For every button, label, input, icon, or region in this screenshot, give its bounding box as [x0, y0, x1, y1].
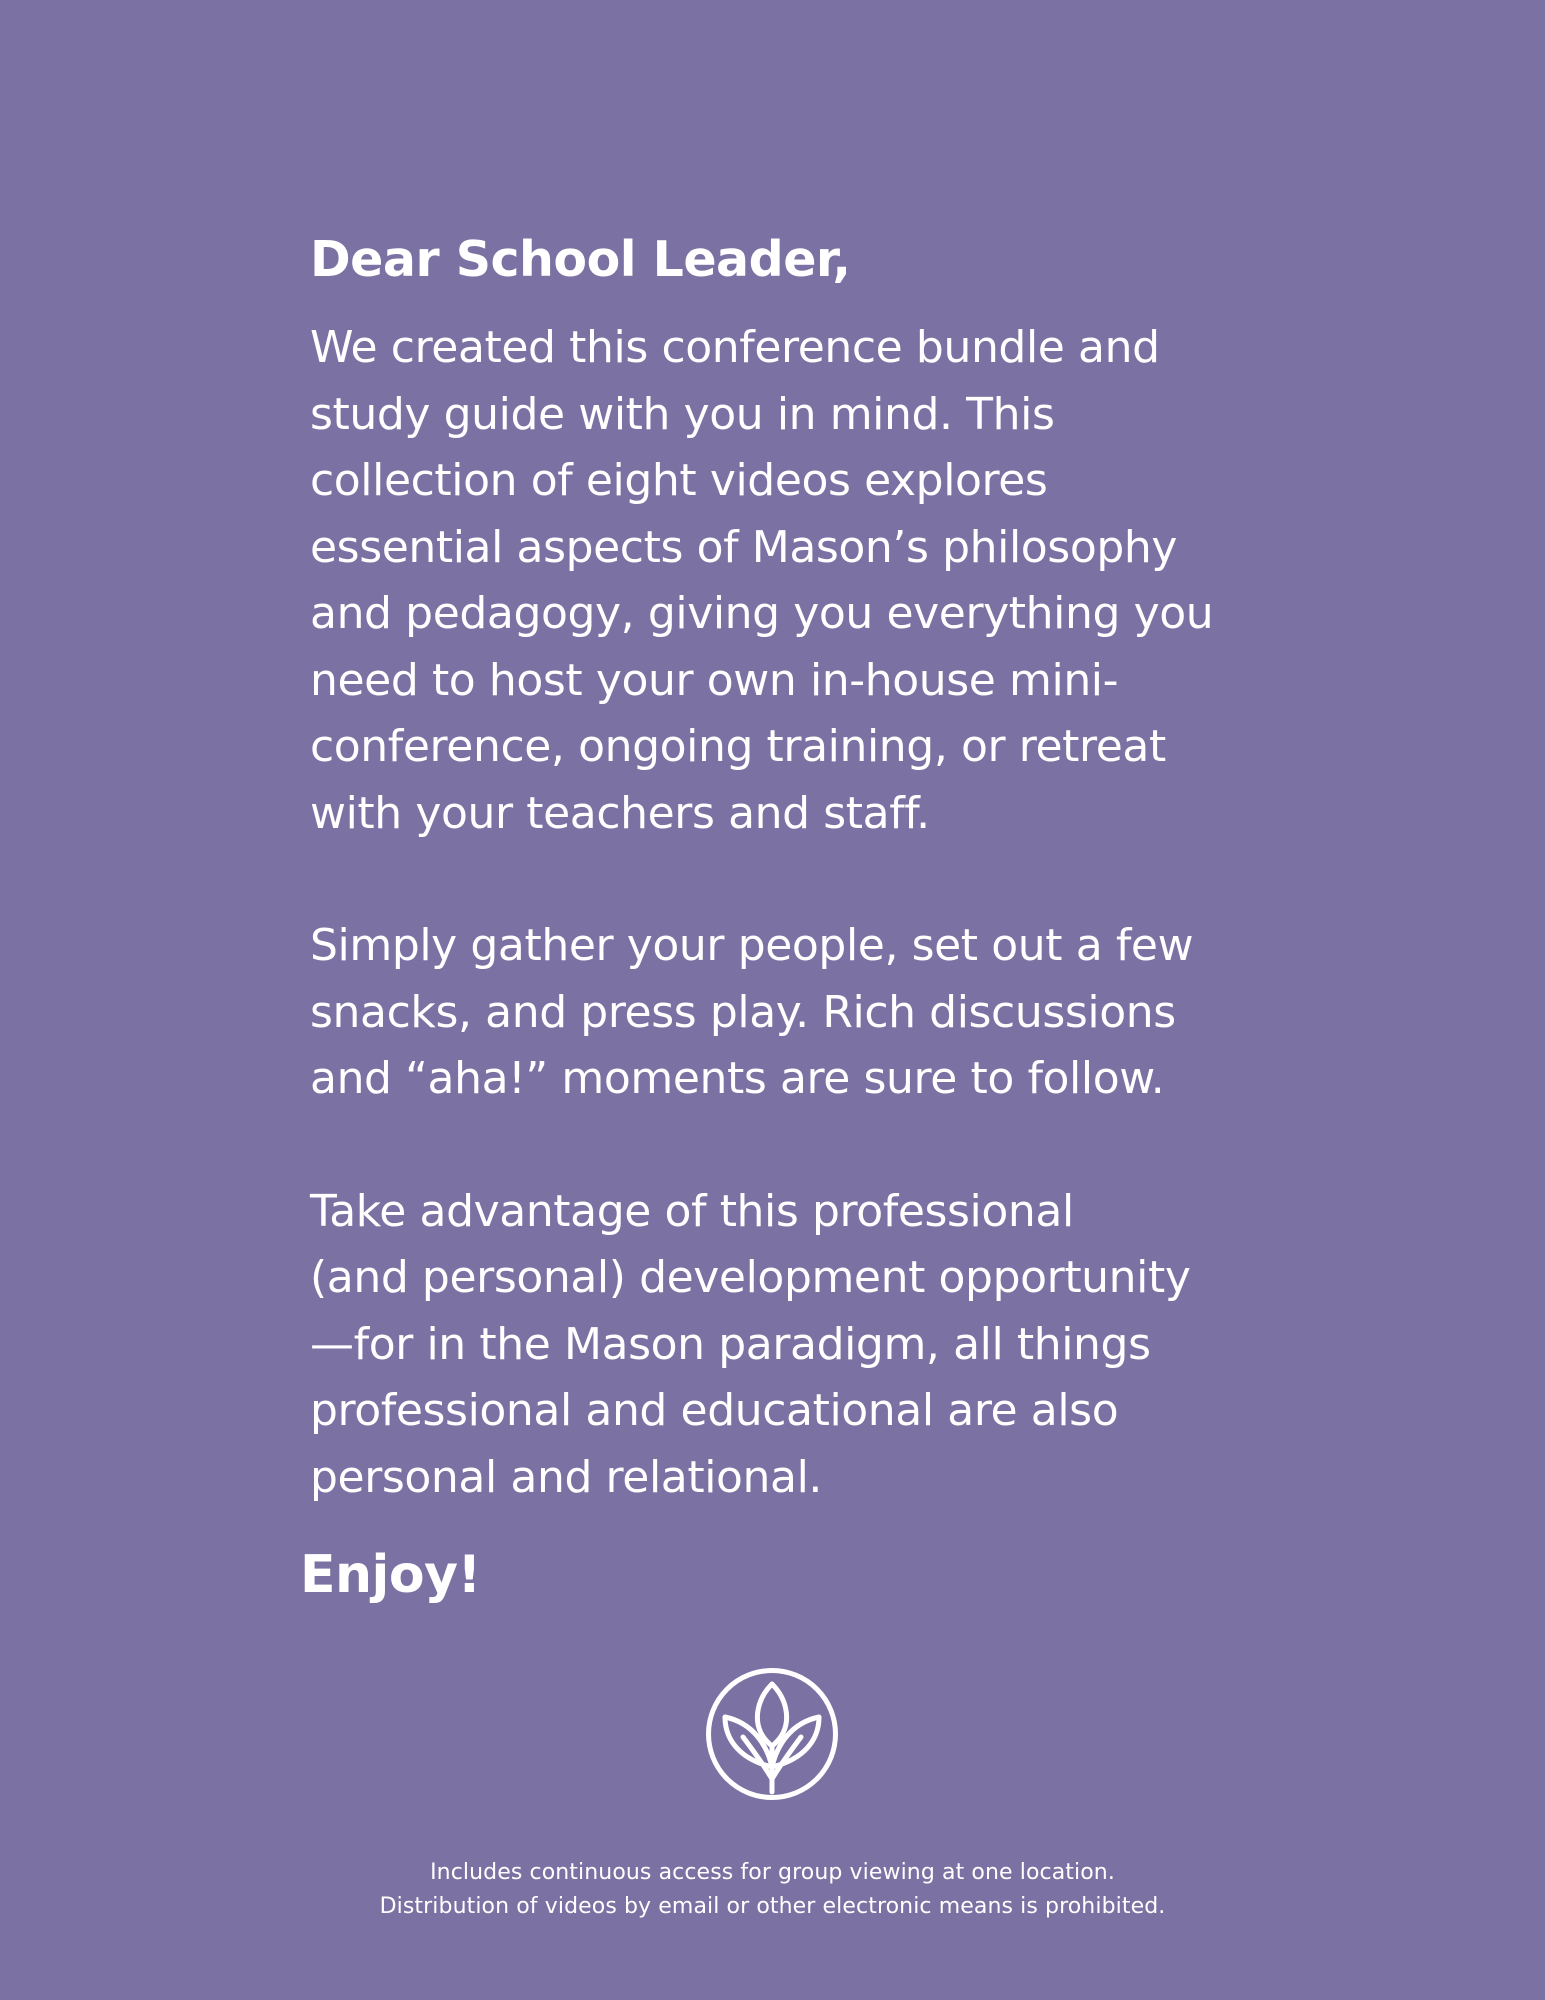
paragraph-spacer	[310, 847, 1210, 913]
paragraph-line: Simply gather your people, set out a few	[310, 920, 1194, 971]
paragraph-gather	[310, 913, 1210, 1113]
footer-notice	[0, 1856, 1545, 1924]
paragraph-line: personal and relational.	[310, 1451, 822, 1503]
paragraph-line: Take advantage of this professional	[310, 1185, 1074, 1237]
paragraph-development	[310, 1179, 1210, 1512]
paragraph-line: need to host your own in-house mini-	[310, 654, 1119, 706]
lotus-leaf-circle-icon	[705, 1667, 839, 1801]
closing-enjoy: Enjoy!	[300, 1545, 481, 1605]
paragraph-line: professional and educational are also	[310, 1385, 1119, 1436]
paragraph-line: (and personal) development opportunity	[310, 1252, 1191, 1303]
paragraph-line: We created this conference bundle and	[310, 322, 1160, 373]
paragraph-line: —for in the Mason paradigm, all things	[310, 1318, 1151, 1370]
paragraph-spacer	[310, 1113, 1210, 1179]
paragraph-line: collection of eight videos explores	[310, 455, 1048, 506]
paragraph-line: essential aspects of Mason’s philosophy	[310, 521, 1177, 573]
paragraph-line: with your teachers and staff.	[310, 787, 930, 839]
footer-line: Includes continuous access for group viewing at one location.	[430, 1860, 1115, 1885]
paragraph-line: snacks, and press play. Rich discussions	[310, 986, 1176, 1038]
paragraph-line: conference, ongoing training, or retreat	[310, 721, 1166, 772]
paragraph-intro	[310, 315, 1214, 847]
paragraph-line: and “aha!” moments are sure to follow.	[310, 1053, 1165, 1104]
paragraph-line: and pedagogy, giving you everything you	[310, 588, 1214, 639]
letter-body	[310, 225, 1214, 1511]
footer-line: Distribution of videos by email or other electronic means is prohibited.	[379, 1894, 1166, 1919]
paragraph-line: study guide with you in mind. This	[310, 388, 1055, 440]
salutation: Dear School Leader,	[310, 231, 851, 288]
